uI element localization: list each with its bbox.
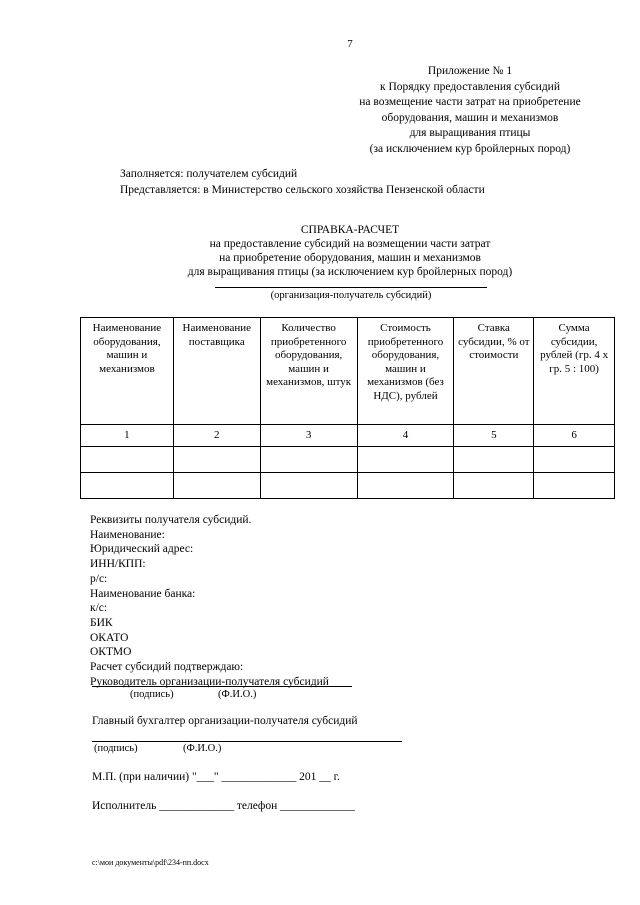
table-cell[interactable] (357, 473, 454, 499)
table-cell[interactable] (260, 473, 357, 499)
column-number: 1 (81, 425, 174, 447)
details-line: ОКТМО (90, 646, 132, 659)
filled-by-text: Заполняется: получателем субсидий (120, 168, 298, 180)
table-cell[interactable] (81, 447, 174, 473)
accountant-name-caption: (Ф.И.О.) (183, 743, 222, 754)
table-header-cell: Сумма субсидии, рублей (гр. 4 х гр. 5 : 100) (534, 318, 615, 425)
accountant-signature-caption: (подпись) (94, 743, 138, 754)
details-line: Реквизиты получателя субсидий. (90, 514, 252, 526)
table-number-row (81, 425, 615, 447)
title-line: на предоставление субсидий на возмещении части затрат (209, 238, 491, 250)
accountant-signature-line (92, 741, 402, 742)
appendix-line: для выращивания птицы (409, 127, 531, 139)
details-line: БИК (90, 616, 113, 629)
column-number: 2 (173, 425, 260, 447)
appendix-line: оборудования, машин и механизмов (381, 111, 559, 124)
details-line: Юридический адрес: (90, 543, 194, 556)
appendix-block (330, 64, 610, 157)
table-row (81, 447, 615, 473)
submitted-to-text: Представляется: в Министерство сельского хозяйства Пензенской области (120, 183, 485, 196)
appendix-line: (за исключением кур бройлерных пород) (369, 142, 571, 155)
details-line: ИНН/КПП: (90, 558, 146, 571)
organization-caption: (организация-получатель субсидий) (270, 290, 432, 301)
details-line: Наименование банка: (90, 587, 196, 600)
table-cell[interactable] (81, 473, 174, 499)
appendix-line: Приложение № 1 (427, 65, 513, 77)
table-row (81, 473, 615, 499)
organization-blank-line (215, 287, 487, 288)
details-line: Расчет субсидий подтверждаю: (90, 661, 244, 674)
column-number: 3 (260, 425, 357, 447)
table-cell[interactable] (357, 447, 454, 473)
column-number: 5 (454, 425, 534, 447)
director-signature-caption: (подпись) (130, 689, 174, 700)
table-cell[interactable] (173, 473, 260, 499)
appendix-line: к Порядку предоставления субсидий (380, 80, 560, 93)
details-line: р/с: (90, 572, 108, 585)
appendix-line: на возмещение части затрат на приобретение (359, 96, 581, 108)
table-cell[interactable] (454, 447, 534, 473)
details-line: к/с: (90, 602, 108, 615)
calculation-table (80, 317, 615, 499)
director-signature-line (92, 686, 352, 687)
table-cell[interactable] (534, 473, 615, 499)
table-cell[interactable] (534, 447, 615, 473)
document-title (130, 223, 570, 279)
table-cell[interactable] (173, 447, 260, 473)
table-header-cell: Наименование оборудования, машин и механизмов (81, 318, 174, 425)
table-header-cell: Стоимость приобретенного оборудования, машин и механизмов (без НДС), рублей (357, 318, 454, 425)
director-name-caption: (Ф.И.О.) (218, 689, 257, 700)
details-line: Руководитель организации-получателя субсидий (90, 675, 329, 688)
title-line: на приобретение оборудования, машин и механизмов (219, 252, 481, 264)
column-number: 4 (357, 425, 454, 447)
chief-accountant-label: Главный бухгалтер организации-получателя субсидий (92, 715, 358, 727)
table-header-cell: Количество приобретенного оборудования, машин и механизмов, штук (260, 318, 357, 425)
table-header-row (81, 318, 615, 425)
executor-phone-line: Исполнитель _____________ телефон _____________ (92, 800, 355, 812)
table-cell[interactable] (260, 447, 357, 473)
column-number: 6 (534, 425, 615, 447)
table-cell[interactable] (454, 473, 534, 499)
recipient-details (90, 513, 329, 689)
title-line: для выращивания птицы (за исключением кур бройлерных пород) (187, 266, 513, 278)
fill-instructions (120, 167, 485, 198)
table-header-cell: Наименование поставщика (173, 318, 260, 425)
table-header-cell: Ставка субсидии, % от стоимости (454, 318, 534, 425)
stamp-date-line: М.П. (при наличии) "___" _____________ 201 __ г. (92, 771, 340, 783)
title-heading: СПРАВКА-РАСЧЕТ (300, 224, 400, 236)
details-line: Наименование: (90, 528, 165, 541)
file-path-footer: c:\мои документы\pdf\234-пп.docx (92, 858, 209, 867)
details-line: ОКАТО (90, 631, 129, 644)
page-number: 7 (347, 38, 353, 50)
